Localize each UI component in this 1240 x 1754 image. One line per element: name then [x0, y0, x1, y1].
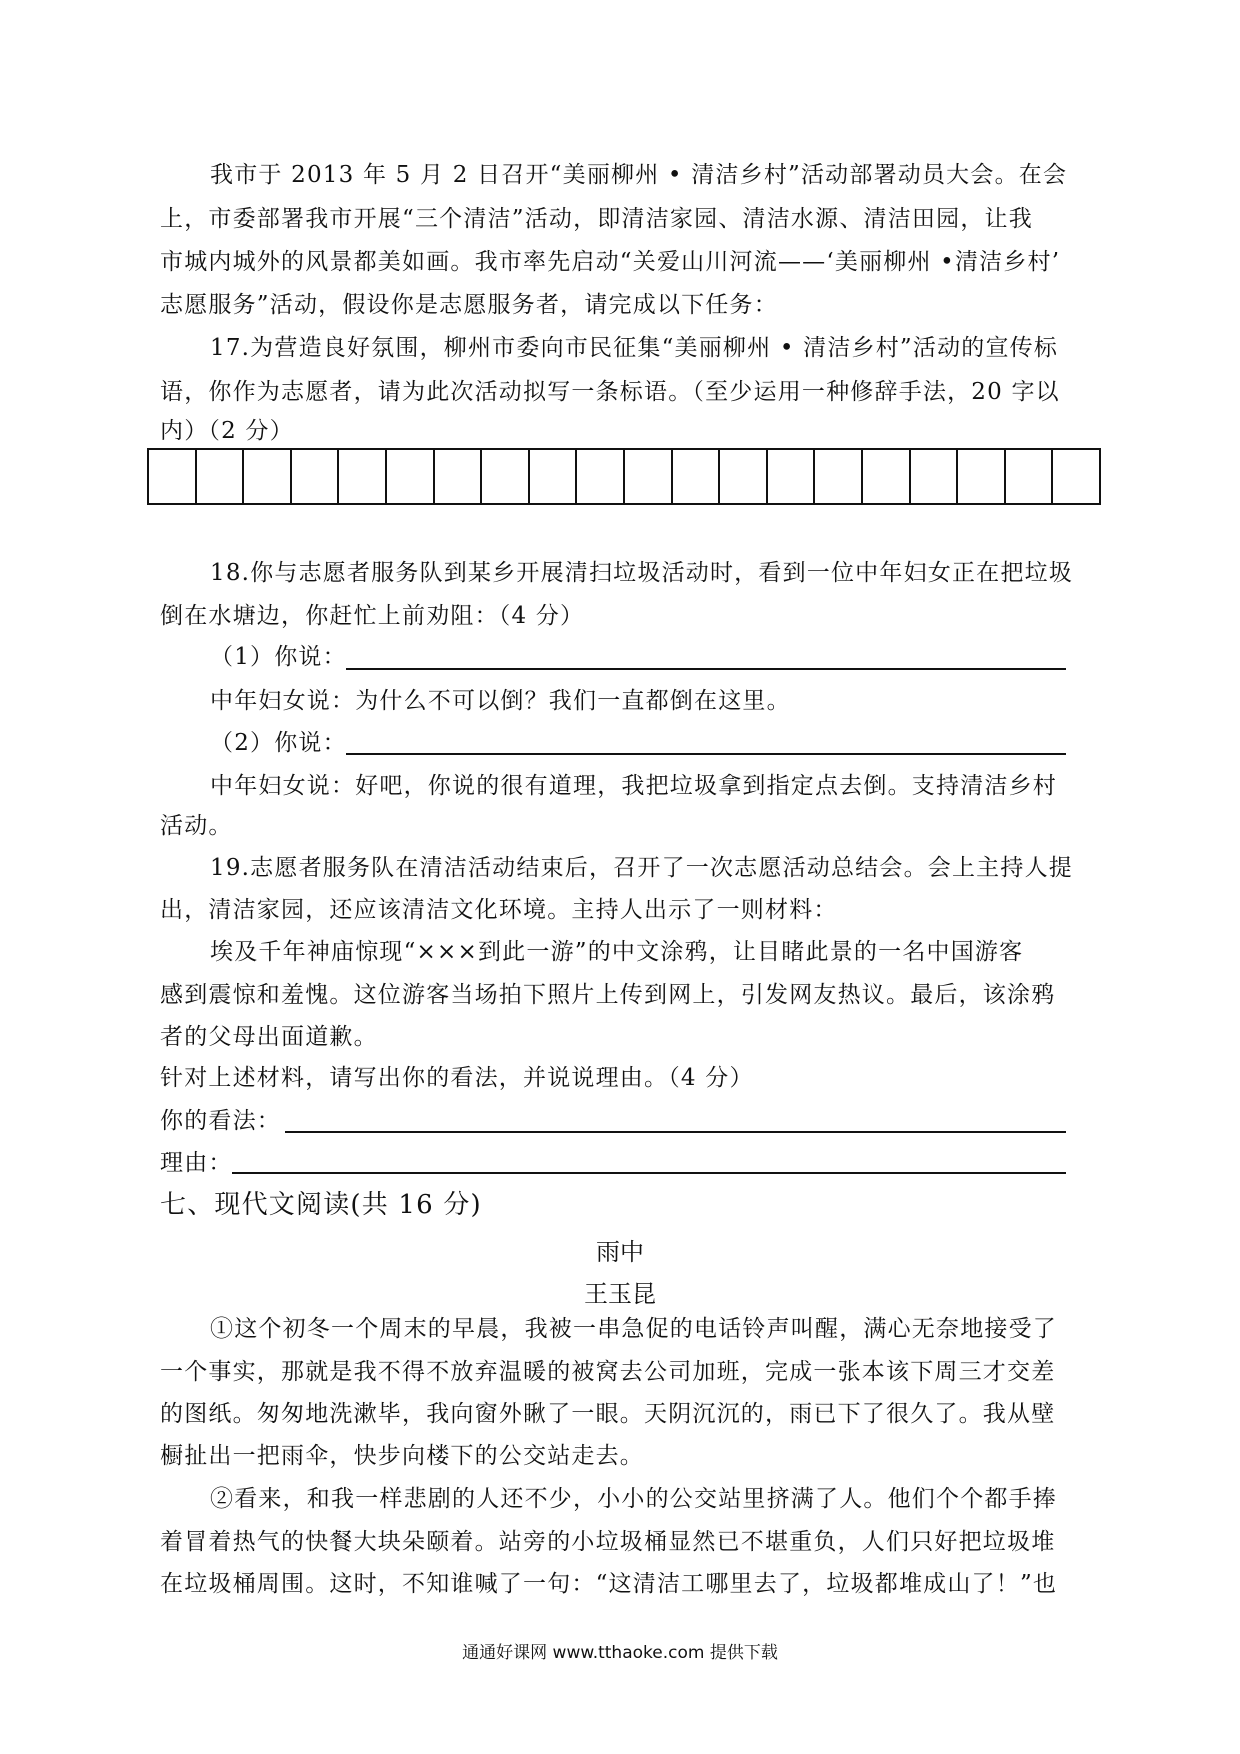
q19-reason-label: 理由： [160, 1150, 233, 1176]
grid-cell[interactable] [911, 450, 959, 503]
grid-cell[interactable] [673, 450, 721, 503]
article-p1-line-4: 橱扯出一把雨伞，快步向楼下的公交站走去。 [160, 1443, 644, 1469]
grid-cell[interactable] [339, 450, 387, 503]
q19-line-2: 出，清洁家园，还应该清洁文化环境。主持人出示了一则材料： [160, 897, 838, 923]
intro-line-3: 市城内城外的风景都美如画。我市率先启动“关爱山川河流——‘美丽柳州 •清洁乡村’ [160, 249, 1061, 275]
grid-cell[interactable] [387, 450, 435, 503]
grid-cell[interactable] [530, 450, 578, 503]
grid-cell[interactable] [435, 450, 483, 503]
q19-view-answer-line[interactable] [285, 1131, 1066, 1133]
q19-view-label: 你的看法： [160, 1108, 281, 1134]
grid-cell[interactable] [958, 450, 1006, 503]
grid-cell[interactable] [244, 450, 292, 503]
q18-line-1: 18.你与志愿者服务队到某乡开展清扫垃圾活动时，看到一位中年妇女正在把垃圾 [210, 560, 1073, 586]
q19-material-1: 埃及千年神庙惊现“×××到此一游”的中文涂鸦，让目睹此景的一名中国游客 [210, 939, 1024, 965]
q17-line-3: 内）（2 分） [160, 418, 294, 444]
q17-line-1: 17.为营造良好氛围，柳州市委向市民征集“美丽柳州 • 清洁乡村”活动的宣传标 [210, 335, 1059, 361]
grid-cell[interactable] [625, 450, 673, 503]
grid-cell[interactable] [292, 450, 340, 503]
q17-line-2: 语，你作为志愿者，请为此次活动拟写一条标语。（至少运用一种修辞手法，20 字以 [160, 379, 1060, 405]
q19-task: 针对上述材料，请写出你的看法，并说说理由。（4 分） [160, 1065, 754, 1091]
q19-line-1: 19.志愿者服务队在清洁活动结束后，召开了一次志愿活动总结会。会上主持人提 [210, 855, 1073, 881]
article-p1-line-1: ①这个初冬一个周末的早晨，我被一串急促的电话铃声叫醒，满心无奈地接受了 [210, 1316, 1057, 1342]
grid-cell[interactable] [815, 450, 863, 503]
article-p2-line-3: 在垃圾桶周围。这时，不知谁喊了一句：“这清洁工哪里去了，垃圾都堆成山了！”也 [160, 1571, 1058, 1597]
article-p1-line-2: 一个事实，那就是我不得不放弃温暖的被窝去公司加班，完成一张本该下周三才交差 [160, 1359, 1056, 1385]
grid-cell[interactable] [197, 450, 245, 503]
intro-line-1: 我市于 2013 年 5 月 2 日召开“美丽柳州 • 清洁乡村”活动部署动员大会。在会 [210, 162, 1068, 188]
grid-cell[interactable] [482, 450, 530, 503]
q18-line-2: 倒在水塘边，你赶忙上前劝阻：（4 分） [160, 603, 585, 629]
q18-prompt-1: （1）你说： [210, 644, 347, 670]
article-p2-line-1: ②看来，和我一样悲剧的人还不少，小小的公交站里挤满了人。他们个个都手捧 [210, 1486, 1057, 1512]
slogan-answer-grid[interactable] [147, 448, 1101, 505]
intro-line-4: 志愿服务”活动，假设你是志愿服务者，请完成以下任务： [160, 292, 778, 318]
article-p1-line-3: 的图纸。匆匆地洗漱毕，我向窗外瞅了一眼。天阴沉沉的，雨已下了很久了。我从壁 [160, 1401, 1056, 1427]
article-p2-line-2: 着冒着热气的快餐大块朵颐着。站旁的小垃圾桶显然已不堪重负，人们只好把垃圾堆 [160, 1529, 1056, 1555]
q18-woman-reply-2a: 中年妇女说：好吧，你说的很有道理，我把垃圾拿到指定点去倒。支持清洁乡村 [210, 773, 1057, 799]
intro-line-2: 上，市委部署我市开展“三个清洁”活动，即清洁家园、清洁水源、清洁田园，让我 [160, 206, 1033, 232]
article-title: 雨中 [596, 1238, 644, 1266]
q18-answer-line-2[interactable] [346, 753, 1066, 755]
q18-woman-reply-2b: 活动。 [160, 813, 233, 839]
section-heading: 七、现代文阅读(共 16 分) [160, 1190, 482, 1220]
grid-cell[interactable] [1006, 450, 1054, 503]
grid-cell[interactable] [149, 450, 197, 503]
q18-prompt-2: （2）你说： [210, 730, 347, 756]
grid-cell[interactable] [577, 450, 625, 503]
grid-cell[interactable] [863, 450, 911, 503]
q18-woman-reply-1: 中年妇女说：为什么不可以倒？我们一直都倒在这里。 [210, 688, 791, 714]
page-footer: 通通好课网 www.tthaoke.com 提供下载 [462, 1643, 778, 1663]
article-author: 王玉昆 [584, 1280, 656, 1308]
q19-material-3: 者的父母出面道歉。 [160, 1024, 378, 1050]
grid-cell[interactable] [768, 450, 816, 503]
q19-material-2: 感到震惊和羞愧。这位游客当场拍下照片上传到网上，引发网友热议。最后，该涂鸦 [160, 982, 1056, 1008]
grid-cell[interactable] [720, 450, 768, 503]
q18-answer-line-1[interactable] [346, 668, 1066, 670]
q19-reason-answer-line[interactable] [232, 1172, 1066, 1174]
grid-cell[interactable] [1053, 450, 1099, 503]
